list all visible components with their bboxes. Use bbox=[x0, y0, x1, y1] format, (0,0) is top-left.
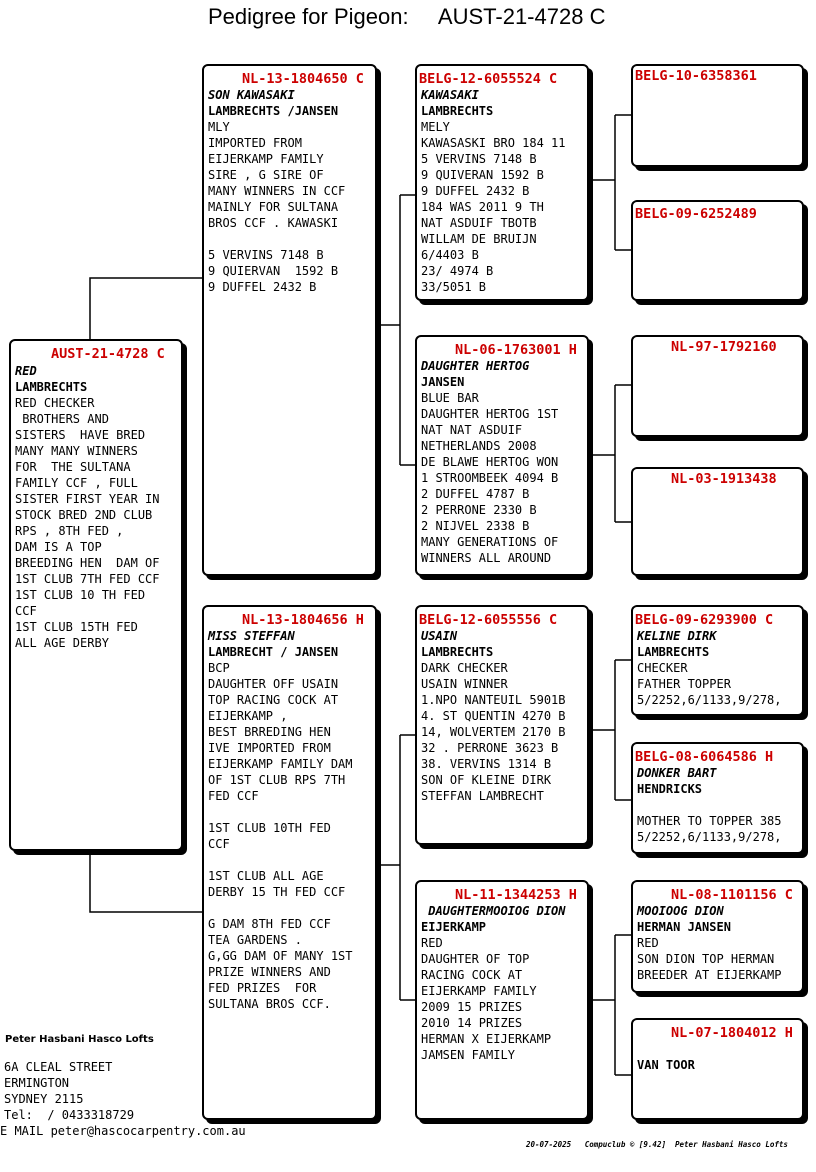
sire-sire-color: MELY bbox=[421, 120, 450, 134]
note-line: JAMSEN FAMILY bbox=[421, 1048, 515, 1062]
note-line: CCF bbox=[15, 604, 37, 618]
dam-sire-ring-number: BELG-12-6055556 C bbox=[419, 612, 558, 628]
note-line: TEA GARDENS . bbox=[208, 933, 302, 947]
note-line: 1 STROOMBEEK 4094 B bbox=[421, 471, 559, 485]
note-line: SISTERS HAVE BRED bbox=[15, 428, 146, 442]
dam-sire-card bbox=[415, 605, 589, 845]
note-line: 32 . PERRONE 3623 B bbox=[421, 741, 559, 755]
note-line: 2 DUFFEL 4787 B bbox=[421, 487, 530, 501]
sire-sire-ring-number: BELG-12-6055524 C bbox=[419, 71, 558, 87]
note-line: DAUGHTER OF TOP bbox=[421, 952, 530, 966]
dds-breeder: HERMAN JANSEN bbox=[637, 920, 731, 934]
note-line bbox=[208, 231, 371, 247]
note-line: 9 DUFFEL 2432 B bbox=[208, 280, 317, 294]
note-line: NETHERLANDS 2008 bbox=[421, 439, 537, 453]
note-line: 9 DUFFEL 2432 B bbox=[421, 184, 530, 198]
note-line: OF 1ST CLUB RPS 7TH bbox=[208, 773, 346, 787]
sire-sire-card bbox=[415, 64, 589, 301]
note-line: 2009 15 PRIZES bbox=[421, 1000, 523, 1014]
note-line: 1ST CLUB 10 TH FED bbox=[15, 588, 146, 602]
note-line: PRIZE WINNERS AND bbox=[208, 965, 331, 979]
note-line: BROS CCF . KAWASKI bbox=[208, 216, 339, 230]
sire-sire-name: KAWASAKI bbox=[421, 88, 479, 102]
note-line: DAUGHTER OFF USAIN bbox=[208, 677, 339, 691]
owner-phone: Tel: / 0433318729 bbox=[4, 1108, 135, 1122]
owner-email: E MAIL peter@hascocarpentry.com.au bbox=[0, 1124, 246, 1138]
note-line: KAWASASKI BRO 184 11 bbox=[421, 136, 566, 150]
note-line: 14, WOLVERTEM 2170 B bbox=[421, 725, 566, 739]
sire-sire-dam-card bbox=[631, 200, 804, 301]
note-line: DAM IS A TOP bbox=[15, 540, 102, 554]
sire-sire-breeder: LAMBRECHTS bbox=[421, 104, 494, 118]
note-line: 5 VERVINS 7148 B bbox=[421, 152, 537, 166]
note-line: EIJERKAMP FAMILY bbox=[421, 984, 537, 998]
note-line: SON DION TOP HERMAN bbox=[637, 952, 775, 966]
main-ring-number: AUST-21-4728 C bbox=[51, 346, 165, 362]
sire-dam-dam-card bbox=[631, 467, 804, 576]
owner-address-line: 6A CLEAL STREET bbox=[4, 1060, 113, 1074]
sire-dam-card bbox=[415, 335, 589, 576]
dsd-name: DONKER BART bbox=[637, 766, 717, 780]
sds-ring-number: NL-97-1792160 bbox=[671, 339, 777, 355]
note-line: EIJERKAMP FAMILY bbox=[208, 152, 324, 166]
sire-dam-color: BLUE BAR bbox=[421, 391, 479, 405]
note-line: HERMAN X EIJERKAMP bbox=[421, 1032, 552, 1046]
note-line: USAIN WINNER bbox=[421, 677, 508, 691]
note-line: 1ST CLUB 15TH FED bbox=[15, 620, 138, 634]
dam-dam-card bbox=[415, 880, 589, 1120]
dam-dam-ring-number: NL-11-1344253 H bbox=[455, 887, 577, 903]
note-line bbox=[208, 804, 371, 820]
note-line: BEST BRREDING HEN bbox=[208, 725, 331, 739]
footer-credit: 20-07-2025 Compuclub © [9.42] Peter Hasbani Hasco Lofts bbox=[526, 1140, 788, 1149]
note-line: DAUGHTER HERTOG 1ST bbox=[421, 407, 559, 421]
note-line: 2 NIJVEL 2338 B bbox=[421, 519, 530, 533]
note-line: DE BLAWE HERTOG WON bbox=[421, 455, 559, 469]
dam-card bbox=[202, 605, 377, 1120]
sire-dam-breeder: JANSEN bbox=[421, 375, 465, 389]
note-line: FAMILY CCF , FULL bbox=[15, 476, 138, 490]
note-line: 4. ST QUENTIN 4270 B bbox=[421, 709, 566, 723]
sire-sire-sire-card bbox=[631, 64, 804, 167]
dds-ring-number: NL-08-1101156 C bbox=[671, 887, 793, 903]
note-line: RACING COCK AT bbox=[421, 968, 523, 982]
note-line: MOTHER TO TOPPER 385 bbox=[637, 814, 782, 828]
note-line: 5 VERVINS 7148 B bbox=[208, 248, 324, 262]
note-line: MANY MANY WINNERS bbox=[15, 444, 138, 458]
note-line: NAT ASDUIF TBOTB bbox=[421, 216, 537, 230]
ssd-ring-number: BELG-09-6252489 bbox=[635, 206, 757, 222]
note-line: IMPORTED FROM bbox=[208, 136, 302, 150]
sire-dam-name: DAUGHTER HERTOG bbox=[421, 359, 530, 373]
dam-sire-breeder: LAMBRECHTS bbox=[421, 645, 494, 659]
note-line: CCF bbox=[208, 837, 230, 851]
sire-sire-notes bbox=[421, 135, 583, 295]
note-line: 2010 14 PRIZES bbox=[421, 1016, 523, 1030]
dam-notes bbox=[208, 676, 371, 1012]
sire-dam-notes bbox=[421, 406, 583, 566]
note-line: RPS , 8TH FED , bbox=[15, 524, 124, 538]
note-line: SULTANA BROS CCF. bbox=[208, 997, 331, 1011]
dam-dam-breeder: EIJERKAMP bbox=[421, 920, 487, 934]
dam-ring-number: NL-13-1804656 H bbox=[242, 612, 364, 628]
sire-color: MLY bbox=[208, 120, 230, 134]
note-line: MAINLY FOR SULTANA bbox=[208, 200, 339, 214]
sire-dam-ring-number: NL-06-1763001 H bbox=[455, 342, 577, 358]
note-line: TOP RACING COCK AT bbox=[208, 693, 339, 707]
main-notes bbox=[15, 411, 177, 651]
note-line: 9 QUIVERAN 1592 B bbox=[421, 168, 544, 182]
note-line: BROTHERS AND bbox=[15, 412, 109, 426]
dss-color: CHECKER bbox=[637, 661, 688, 675]
note-line: SON OF KLEINE DIRK bbox=[421, 773, 552, 787]
note-line: BREEDER AT EIJERKAMP bbox=[637, 968, 782, 982]
dsd-breeder: HENDRICKS bbox=[637, 782, 703, 796]
sire-name: SON KAWASAKI bbox=[208, 88, 295, 102]
main-breeder: LAMBRECHTS bbox=[15, 380, 88, 394]
dam-dam-name: DAUGHTERMOOIOG DION bbox=[421, 904, 566, 918]
note-line: NAT NAT ASDUIF bbox=[421, 423, 523, 437]
sire-ring-number: NL-13-1804650 C bbox=[242, 71, 364, 87]
ddd-ring-number: NL-07-1804012 H bbox=[671, 1025, 793, 1041]
owner-address-line: SYDNEY 2115 bbox=[4, 1092, 84, 1106]
note-line: 2 PERRONE 2330 B bbox=[421, 503, 537, 517]
page-title: Pedigree for Pigeon: AUST-21-4728 C bbox=[208, 4, 606, 29]
note-line: 38. VERVINS 1314 B bbox=[421, 757, 552, 771]
sss-ring-number: BELG-10-6358361 bbox=[635, 68, 757, 84]
dam-dam-color: RED bbox=[421, 936, 443, 950]
sire-notes bbox=[208, 135, 371, 295]
note-line: 1ST CLUB ALL AGE bbox=[208, 869, 324, 883]
note-line: 1ST CLUB 10TH FED bbox=[208, 821, 331, 835]
note-line: EIJERKAMP , bbox=[208, 709, 288, 723]
note-line: 6/4403 B bbox=[421, 248, 479, 262]
sire-breeder: LAMBRECHTS /JANSEN bbox=[208, 104, 339, 118]
sdd-ring-number: NL-03-1913438 bbox=[671, 471, 777, 487]
note-line: 1.NPO NANTEUIL 5901B bbox=[421, 693, 566, 707]
note-line: G,GG DAM OF MANY 1ST bbox=[208, 949, 353, 963]
note-line: FATHER TOPPER bbox=[637, 677, 731, 691]
sire-card bbox=[202, 64, 377, 576]
dam-dam-notes bbox=[421, 951, 583, 1063]
dam-dam-dam-card bbox=[631, 1018, 804, 1120]
dam-color: BCP bbox=[208, 661, 230, 675]
note-line: STOCK BRED 2ND CLUB bbox=[15, 508, 153, 522]
dsd-ring-number: BELG-08-6064586 H bbox=[635, 749, 774, 765]
note-line: 33/5051 B bbox=[421, 280, 487, 294]
note-line: 5/2252,6/1133,9/278, bbox=[637, 693, 782, 707]
main-bird-card bbox=[9, 339, 183, 851]
note-line: WINNERS ALL AROUND bbox=[421, 551, 552, 565]
dds-name: MOOIOOG DION bbox=[637, 904, 724, 918]
note-line: 5/2252,6/1133,9/278, bbox=[637, 830, 782, 844]
note-line: 184 WAS 2011 9 TH bbox=[421, 200, 544, 214]
dss-ring-number: BELG-09-6293900 C bbox=[635, 612, 774, 628]
sire-dam-sire-card bbox=[631, 335, 804, 437]
note-line: EIJERKAMP FAMILY DAM bbox=[208, 757, 353, 771]
note-line bbox=[637, 1041, 798, 1057]
dam-sire-sire-card bbox=[631, 605, 804, 716]
dss-breeder: LAMBRECHTS bbox=[637, 645, 710, 659]
note-line: MANY GENERATIONS OF bbox=[421, 535, 559, 549]
note-line bbox=[637, 797, 798, 813]
dds-color: RED bbox=[637, 936, 659, 950]
dam-sire-name: USAIN bbox=[421, 629, 458, 643]
note-line: WILLAM DE BRUIJN bbox=[421, 232, 537, 246]
note-line: 1ST CLUB 7TH FED CCF bbox=[15, 572, 160, 586]
note-line bbox=[208, 852, 371, 868]
owner-address-line: ERMINGTON bbox=[4, 1076, 70, 1090]
note-line: FOR THE SULTANA bbox=[15, 460, 131, 474]
note-line: SISTER FIRST YEAR IN bbox=[15, 492, 160, 506]
main-name: RED bbox=[15, 364, 37, 378]
note-line: ALL AGE DERBY bbox=[15, 636, 109, 650]
note-line: MANY WINNERS IN CCF bbox=[208, 184, 346, 198]
note-line: STEFFAN LAMBRECHT bbox=[421, 789, 544, 803]
note-line: FED PRIZES FOR bbox=[208, 981, 317, 995]
note-line bbox=[208, 900, 371, 916]
note-line: FED CCF bbox=[208, 789, 259, 803]
note-line: 9 QUIERVAN 1592 B bbox=[208, 264, 339, 278]
dam-dam-sire-card bbox=[631, 880, 804, 993]
owner-name: Peter Hasbani Hasco Lofts bbox=[5, 1034, 154, 1045]
dam-sire-notes bbox=[421, 676, 583, 804]
note-line: SIRE , G SIRE OF bbox=[208, 168, 324, 182]
dam-sire-dam-card bbox=[631, 742, 804, 854]
note-line: DERBY 15 TH FED CCF bbox=[208, 885, 346, 899]
note-line: IVE IMPORTED FROM bbox=[208, 741, 331, 755]
ddd-note-line: VAN TOOR bbox=[637, 1058, 695, 1072]
dam-sire-color: DARK CHECKER bbox=[421, 661, 508, 675]
dam-name: MISS STEFFAN bbox=[208, 629, 295, 643]
note-line: 23/ 4974 B bbox=[421, 264, 494, 278]
dam-breeder: LAMBRECHT / JANSEN bbox=[208, 645, 339, 659]
note-line: G DAM 8TH FED CCF bbox=[208, 917, 331, 931]
dss-name: KELINE DIRK bbox=[637, 629, 717, 643]
note-line: BREEDING HEN DAM OF bbox=[15, 556, 160, 570]
main-color: RED CHECKER bbox=[15, 396, 95, 410]
